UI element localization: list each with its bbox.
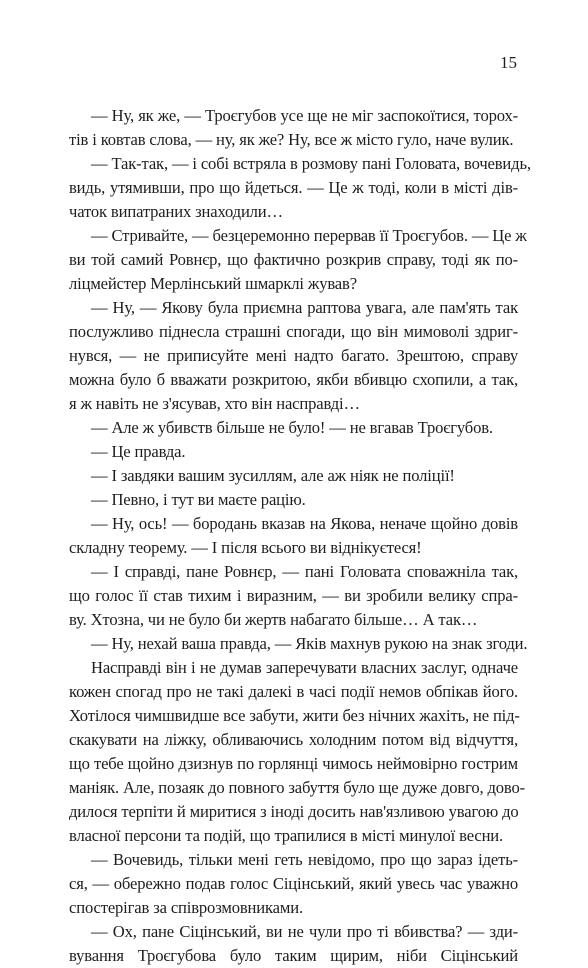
text-line: маніяк. Але, позаяк до повного забуття було ще дуже довго, дово- [69,778,526,797]
text-line: ву. Хтозна, чи не було би жертв набагато більше… А так… [69,610,478,629]
text-line: складну теорему. — І після всього ви віднікуєтеся! [69,538,422,557]
text-line: — Ну, ось! — бородань вказав на Якова, неначе щойно довів [91,514,518,533]
page-number: 15 [500,53,517,72]
text-line: — Ну, — Якову була приємна раптова увага, але пам'ять так [91,298,518,317]
text-line: я ж навіть не з'ясував, хто він насправді… [69,394,360,413]
text-line: скакувати на ліжку, обливаючись холодним потом від відчуття, [69,730,518,749]
text-line: видь, утямивши, про що йдеться. — Це ж тоді, коли в місті дів- [69,178,518,197]
text-line: можна було б вважати розкритою, якби вбивцю схопили, а так, [69,370,518,389]
text-line: ся, — обережно подав голос Сіцінський, який увесь час уважно [69,874,518,893]
text-line: — І завдяки вашим зусиллям, але аж ніяк не поліції! [91,466,455,485]
text-line: ви той самий Ровнєр, що фактично розкрив справу, тоді як по- [69,250,518,269]
text-line: кожен спогад про не такі далекі в часі події немов обпікав його. [69,682,518,701]
text-line: — Стривайте, — безцеремонно перервав її Троєгубов. — Це ж [91,226,527,245]
text-line: чаток випатраних знаходили… [69,202,283,221]
text-line: вування Троєгубова було таким щирим, ніби Сіцінський [69,946,518,965]
text-line: — Це правда. [91,442,186,461]
text-line: — І справді, пане Ровнєр, — пані Головата споважніла так, [91,562,518,581]
text-line: що тебе щойно дзизнув по горлянці чимось неймовірно гострим [69,754,518,773]
text-line: — Вочевидь, тільки мені геть невідомо, про що зараз ідеть- [91,850,518,869]
text-line: нувся, — не приписуйте мені надто багато. Зрештою, справу [69,346,518,365]
text-line: Насправді він і не думав заперечувати власних заслуг, одначе [91,658,518,677]
text-line: власної персони та подій, що трапилися в місті минулої весни. [69,826,504,845]
body-text [69,104,531,968]
text-line: тів і ковтав слова, — ну, як же? Ну, все ж місто гуло, наче вулик. [69,130,514,149]
text-line: — Але ж убивств більше не було! — не вгавав Троєгубов. [91,418,493,437]
text-line: — Ох, пане Сіцінський, ви не чули про ті вбивства? — зди- [91,922,518,941]
text-line: — Певно, і тут ви маєте рацію. [91,490,306,509]
text-line: що голос її став тихим і виразним, — ви зробили велику спра- [69,586,518,605]
text-line: спостерігав за співрозмовниками. [69,898,303,917]
text-line: дилося терпіти й миритися з іноді досить нав'язливою увагою до [69,802,519,821]
text-line: — Так-так, — і собі встряла в розмову пані Головата, вочевидь, [91,154,531,173]
text-line: Хотілося чимшвидше все забути, жити без нічних жахіть, не під- [69,706,520,725]
text-line: — Ну, нехай ваша правда, — Яків махнув рукою на знак згоди. [91,634,528,653]
text-line: послужливо піднесла страшні спогади, що він мимоволі здриг- [69,322,518,341]
text-line: — Ну, як же, — Троєгубов усе ще не міг заспокоїтися, торох- [91,106,518,125]
text-line: ліцмейстер Мерлінський шмарклі жував? [69,274,357,293]
